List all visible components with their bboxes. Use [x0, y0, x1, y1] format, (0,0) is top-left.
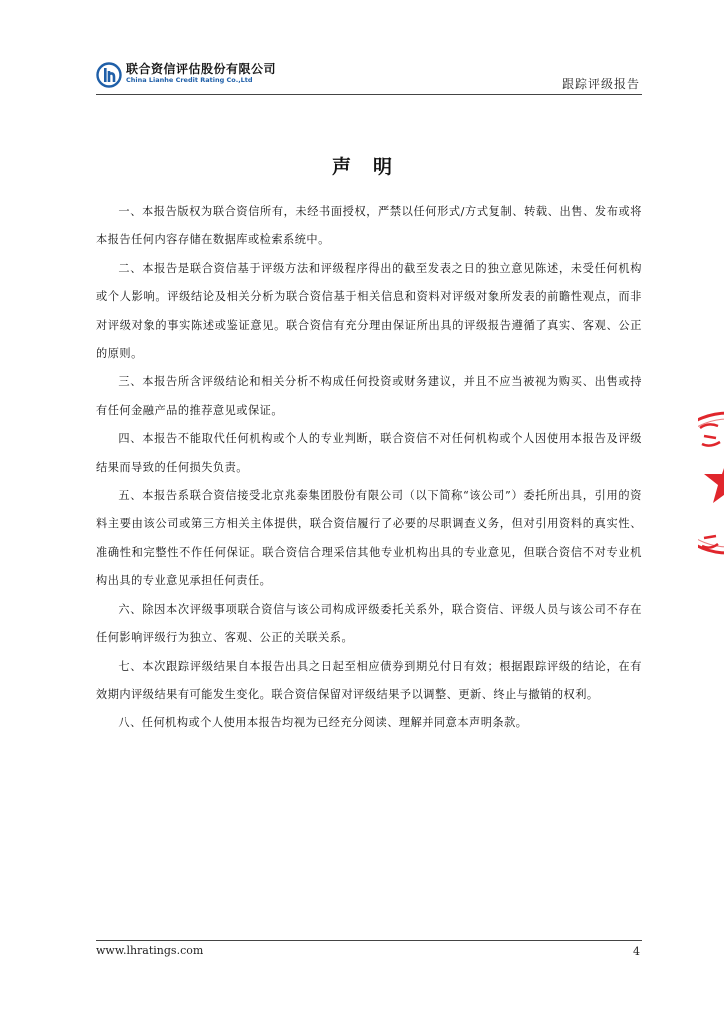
page-header — [96, 58, 642, 94]
report-type-label: 跟踪评级报告 — [561, 77, 640, 91]
declaration-paragraph: 八、任何机构或个人使用本报告均视为已经充分阅读、理解并同意本声明条款。 — [118, 716, 528, 730]
declaration-paragraph: 七、本次跟踪评级结果自本报告出具之日起至相应债券到期兑付日有效；根据跟踪评级的结论，在有效期内评级结果有可能发生变化。联合资信保留对评级结果予以调整、更新、终止与撤销的权利。 — [96, 659, 642, 701]
company-name-cn: 联合资信评估股份有限公司 — [126, 62, 277, 76]
declaration-paragraph: 三、本报告所含评级结论和相关分析不构成任何投资或财务建议，并且不应当被视为购买、出售或持有任何金融产品的推荐意见或保证。 — [96, 375, 642, 417]
footer-website: www.lhratings.com — [96, 944, 204, 957]
header-divider — [96, 94, 642, 95]
page-number: 4 — [633, 945, 640, 958]
declaration-body — [96, 198, 642, 738]
company-name-en: China Lianhe Credit Rating Co.,Ltd — [126, 76, 253, 84]
lianhe-logo-icon — [96, 62, 122, 88]
page-title: 声明 — [331, 156, 414, 178]
company-seal-stamp-icon — [698, 408, 724, 558]
footer-divider — [96, 940, 642, 941]
declaration-paragraph: 六、除因本次评级事项联合资信与该公司构成评级委托关系外，联合资信、评级人员与该公司不存在任何影响评级行为独立、客观、公正的关联关系。 — [96, 602, 642, 645]
declaration-paragraph: 四、本报告不能取代任何机构或个人的专业判断，联合资信不对任何机构或个人因使用本报告及评级结果而导致的任何损失负责。 — [96, 432, 642, 474]
declaration-paragraph: 二、本报告是联合资信基于评级方法和评级程序得出的截至发表之日的独立意见陈述，未受任何机构或个人影响。评级结论及相关分析为联合资信基于相关信息和资料对评级对象所发表的前瞻性观点，而非对评级对象的事实陈述或鉴证意见。联合资信有充分理由保证所出具的评级报告遵循了真实、客观、公正的原则。 — [96, 261, 642, 361]
declaration-paragraph: 一、本报告版权为联合资信所有，未经书面授权，严禁以任何形式/方式复制、转载、出售、发布或将本报告任何内容存储在数据库或检索系统中。 — [96, 205, 642, 247]
declaration-paragraph: 五、本报告系联合资信接受北京兆泰集团股份有限公司（以下简称“该公司”）委托所出具，引用的资料主要由该公司或第三方相关主体提供，联合资信履行了必要的尽职调查义务，但对引用资料的真实性、准确性和完整性不作任何保证。联合资信合理采信其他专业机构出具的专业意见，但联合资信不对专业机构出具的专业意见承担任何责任。 — [96, 489, 642, 588]
